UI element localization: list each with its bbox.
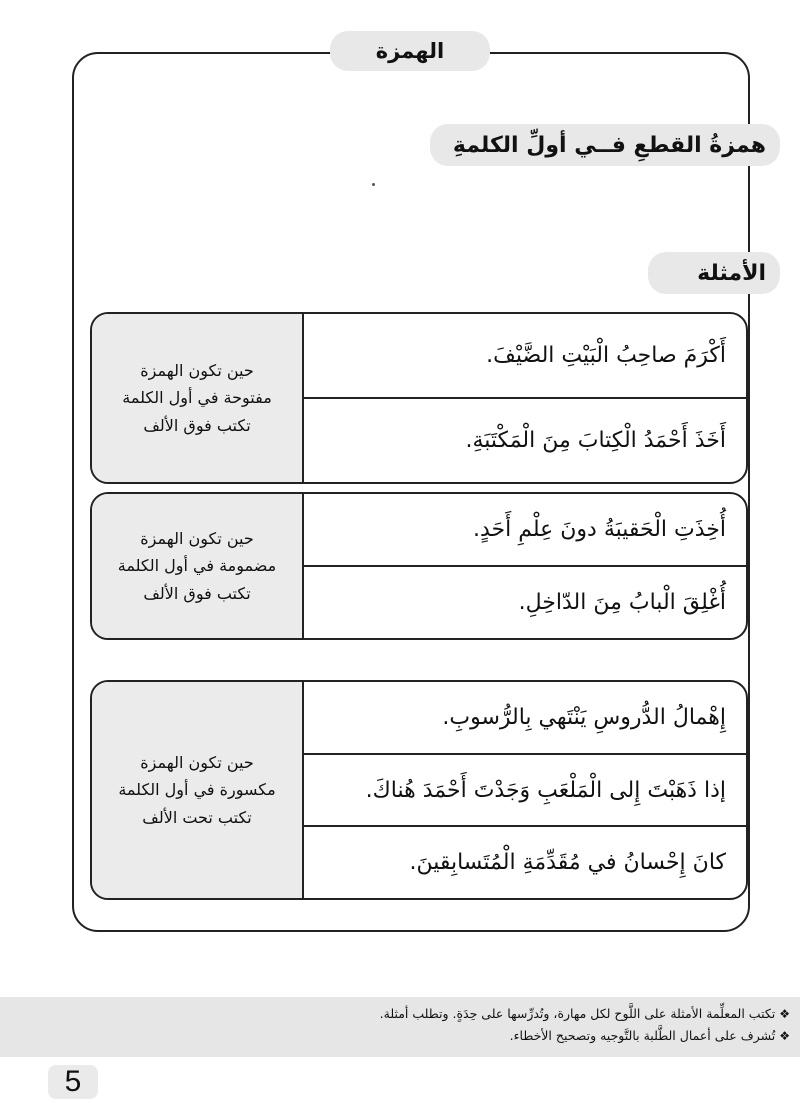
note-text: تُشرف على أعمال الطَّلبة بالتَّوجيه وتصحيح الأخطاء. xyxy=(509,1028,776,1043)
section-heading: همزةُ القطعِ فــي أولِّ الكلمةِ xyxy=(430,124,780,166)
note-item xyxy=(0,1003,790,1025)
rule-line: حين تكون الهمزة xyxy=(140,361,254,381)
example-group-fatha xyxy=(90,312,748,484)
rule-line: حين تكون الهمزة xyxy=(140,753,254,773)
stray-dot xyxy=(372,183,375,186)
example-sentence: أَخَذَ أَحْمَدُ الْكِتابَ مِنَ الْمَكْتَبَةِ. xyxy=(304,397,746,482)
example-sentence: إذا ذَهَبْتَ إِلى الْمَلْعَبِ وَجَدْتَ أَحْمَدَ هُناكَ. xyxy=(304,753,746,826)
rule-box xyxy=(92,682,304,898)
page-title: الهمزة xyxy=(330,31,490,71)
examples-label: الأمثلة xyxy=(648,252,780,294)
note-text: تكتب المعلِّمة الأمثلة على اللَّوح لكل مهارة، وتُدرِّسها على حِدَةٍ. وتطلب أمثلة. xyxy=(379,1006,776,1021)
rule-line: تكتب فوق الألف xyxy=(143,415,251,435)
rule-line: تكتب تحت الألف xyxy=(142,807,252,827)
example-sentence: أُغْلِقَ الْبابُ مِنَ الدّاخِلِ. xyxy=(304,565,746,638)
example-sentences xyxy=(304,494,746,638)
rule-line: تكتب فوق الألف xyxy=(143,583,251,603)
rule-box xyxy=(92,494,304,638)
rule-line: مفتوحة في أول الكلمة xyxy=(122,388,272,408)
diamond-bullet-icon: ❖ xyxy=(779,1007,790,1021)
rule-line: مضمومة في أول الكلمة xyxy=(117,556,277,576)
example-group-kasra xyxy=(90,680,748,900)
rule-box xyxy=(92,314,304,482)
note-item xyxy=(0,1025,790,1047)
example-sentence: أَكْرَمَ صاحِبُ الْبَيْتِ الضَّيْفَ. xyxy=(486,343,726,368)
example-sentence: كانَ إِحْسانُ في مُقَدِّمَةِ الْمُتَسابِقينَ. xyxy=(304,825,746,898)
page-number: 5 xyxy=(48,1065,98,1099)
example-sentence: أُخِذَتِ الْحَقيبَةُ دونَ عِلْمِ أَحَدٍ. xyxy=(472,517,726,542)
diamond-bullet-icon: ❖ xyxy=(779,1029,790,1043)
example-sentences xyxy=(304,314,746,482)
rule-line: حين تكون الهمزة xyxy=(140,529,254,549)
rule-line: مكسورة في أول الكلمة xyxy=(118,780,276,800)
example-sentence: إِهْمالُ الدُّروسِ يَنْتَهي بِالرُّسوبِ. xyxy=(442,704,726,730)
example-group-damma xyxy=(90,492,748,640)
example-sentences xyxy=(304,682,746,898)
teacher-notes xyxy=(0,997,800,1057)
